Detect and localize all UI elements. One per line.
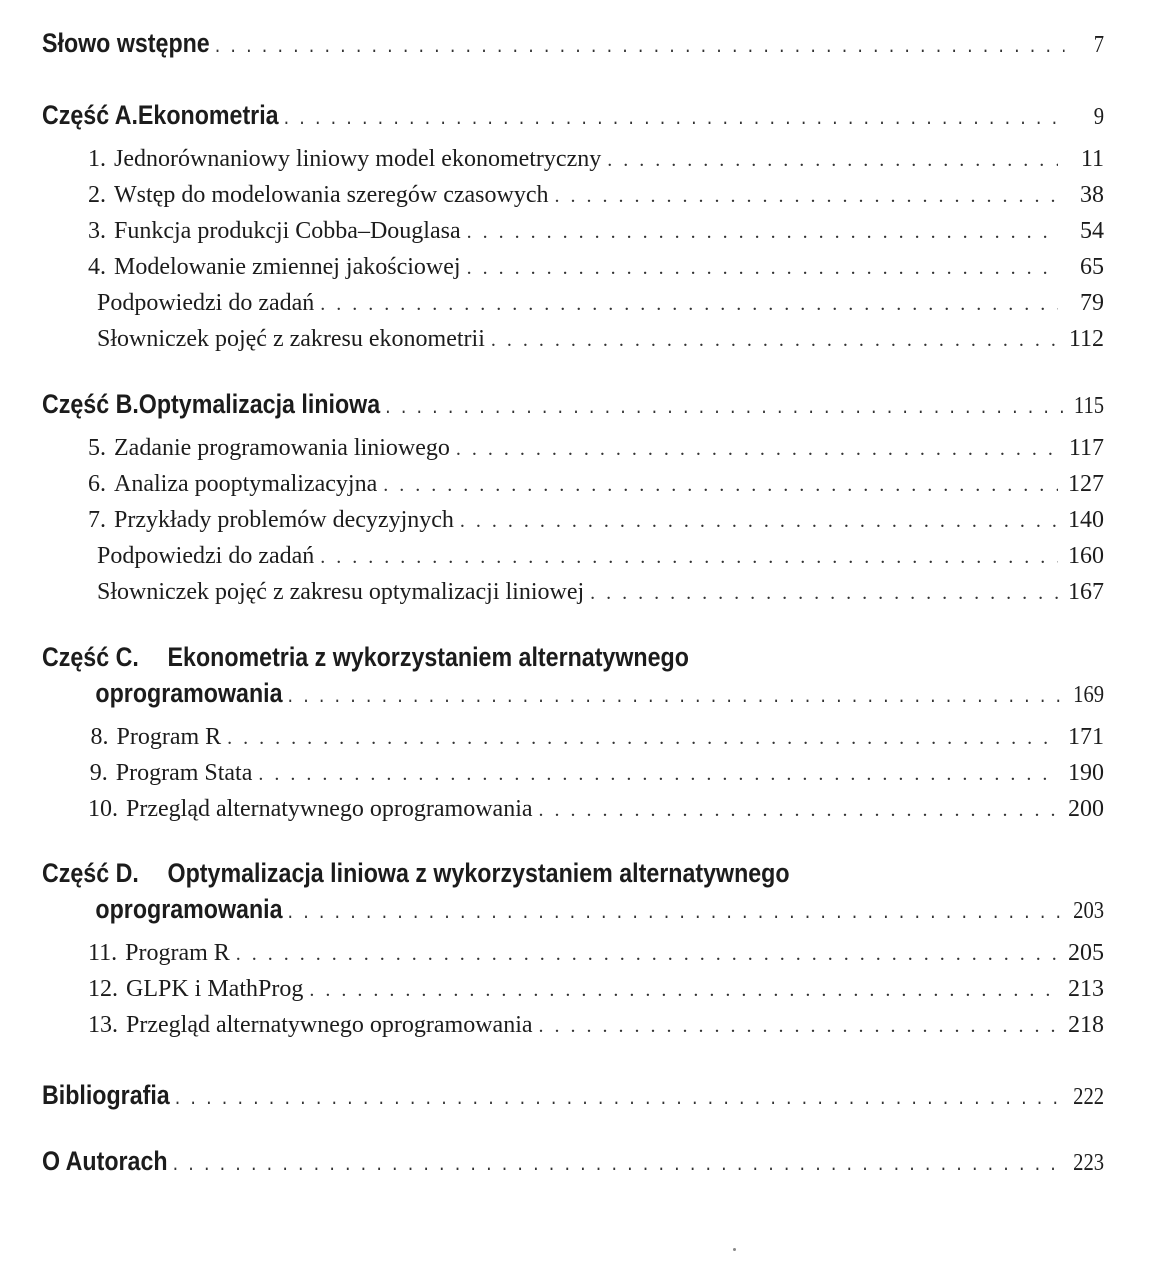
dot-leader — [467, 257, 1058, 280]
chapter-title: Funkcja produkcji Cobba–Douglasa — [114, 218, 461, 244]
entry-title: Słowniczek pojęć z zakresu optymalizacji liniowej — [97, 579, 585, 605]
toc-chapter — [88, 1012, 1104, 1039]
entry-page: 140 — [1068, 507, 1104, 533]
chapter-number: 6. — [88, 471, 106, 497]
chapter-title: Analiza pooptymalizacyjna — [114, 471, 378, 497]
entry-page: 218 — [1068, 1012, 1104, 1038]
dot-leader — [173, 1150, 1065, 1176]
dot-leader — [539, 799, 1058, 822]
toc-part-d-heading — [42, 858, 790, 889]
part-title-line1: Ekonometria z wykorzystaniem alternatywnego — [167, 642, 689, 672]
entry-title: Podpowiedzi do zadań — [97, 290, 315, 316]
chapter-number: 7. — [88, 507, 106, 533]
chapter-title: Program Stata — [115, 760, 253, 786]
entry-page: 117 — [1068, 435, 1104, 461]
entry-page: 205 — [1068, 940, 1104, 966]
toc-part-d — [42, 894, 1104, 925]
entry-page: 127 — [1068, 471, 1104, 497]
dot-leader — [456, 438, 1058, 461]
toc-chapter — [88, 254, 1104, 281]
toc-entry-bibliography — [42, 1080, 1104, 1111]
chapter-number: 2. — [88, 182, 106, 208]
entry-page: 223 — [1073, 1150, 1105, 1176]
entry-page: 115 — [1073, 393, 1105, 419]
entry-title: Bibliografia — [42, 1080, 170, 1110]
chapter-title: Przykłady problemów decyzyjnych — [114, 507, 454, 533]
part-title-line2: oprogramowania — [95, 678, 283, 708]
toc-part-b — [42, 389, 1104, 420]
toc-chapter — [88, 182, 1104, 209]
dot-leader — [258, 763, 1058, 786]
chapter-number: 10. — [88, 796, 118, 822]
entry-title: Słowo wstępne — [42, 28, 210, 58]
dot-leader — [320, 546, 1058, 569]
toc-chapter — [88, 435, 1104, 462]
entry-title: Podpowiedzi do zadań — [97, 543, 315, 569]
chapter-title: Wstęp do modelowania szeregów czasowych — [114, 182, 549, 208]
toc-chapter — [88, 976, 1104, 1003]
entry-page: 79 — [1080, 290, 1104, 316]
chapter-title: GLPK i MathProg — [126, 976, 304, 1002]
chapter-number: 9. — [89, 760, 108, 786]
chapter-number: 11. — [88, 940, 118, 966]
entry-page: 167 — [1068, 579, 1104, 605]
part-label: Część B. — [42, 389, 139, 419]
entry-page: 169 — [1073, 682, 1105, 708]
entry-page: 38 — [1080, 182, 1104, 208]
entry-page: 213 — [1068, 976, 1104, 1002]
part-title: Ekonometria — [137, 100, 279, 130]
entry-page: 203 — [1073, 898, 1105, 924]
chapter-number: 12. — [88, 976, 118, 1002]
toc-chapter — [88, 218, 1104, 245]
toc-chapter — [88, 507, 1104, 534]
dot-leader — [309, 979, 1058, 1002]
chapter-number: 13. — [88, 1012, 118, 1038]
dot-leader — [236, 943, 1058, 966]
part-title-line2: oprogramowania — [95, 894, 283, 924]
toc-glossary — [97, 326, 1104, 353]
entry-page: 190 — [1068, 760, 1104, 786]
chapter-number: 8. — [90, 724, 109, 750]
toc-chapter — [88, 471, 1104, 498]
chapter-title: Przegląd alternatywnego oprogramowania — [126, 1012, 533, 1038]
toc-chapter — [88, 760, 1104, 787]
entry-page: 112 — [1068, 326, 1104, 352]
dot-leader — [491, 329, 1058, 352]
dot-leader — [590, 582, 1058, 605]
dot-leader — [460, 510, 1058, 533]
entry-page: 11 — [1080, 146, 1104, 172]
dot-leader — [555, 185, 1058, 208]
toc-chapter — [88, 940, 1104, 967]
toc-chapter — [88, 796, 1104, 823]
chapter-title: Jednorównaniowy liniowy model ekonometryczny — [114, 146, 602, 172]
dot-leader — [539, 1015, 1058, 1038]
toc-part-a — [42, 100, 1104, 131]
chapter-title: Zadanie programowania liniowego — [114, 435, 450, 461]
dot-leader — [175, 1084, 1065, 1110]
dot-leader — [383, 474, 1058, 497]
part-title-line1: Optymalizacja liniowa z wykorzystaniem alternatywnego — [167, 858, 790, 888]
part-label: Część A. — [42, 100, 138, 130]
entry-page: 160 — [1068, 543, 1104, 569]
toc-part-c-heading — [42, 642, 689, 673]
dot-leader — [288, 682, 1065, 708]
entry-title: Słowniczek pojęć z zakresu ekonometrii — [97, 326, 485, 352]
dot-leader — [288, 898, 1065, 924]
scan-speck — [733, 1248, 736, 1251]
toc-entry-foreword — [42, 28, 1104, 59]
part-title: Optymalizacja liniowa — [138, 389, 381, 419]
chapter-title: Przegląd alternatywnego oprogramowania — [126, 796, 533, 822]
entry-page: 222 — [1073, 1084, 1105, 1110]
chapter-title: Program R — [116, 724, 222, 750]
toc-chapter — [88, 724, 1104, 751]
chapter-title: Program R — [125, 940, 230, 966]
chapter-number: 5. — [88, 435, 106, 461]
dot-leader — [385, 393, 1064, 419]
chapter-number: 1. — [88, 146, 106, 172]
entry-title: O Autorach — [42, 1146, 168, 1176]
dot-leader — [227, 727, 1058, 750]
dot-leader — [284, 104, 1065, 130]
entry-page: 7 — [1093, 32, 1105, 58]
entry-page: 65 — [1080, 254, 1104, 280]
toc-hints — [97, 543, 1104, 570]
entry-page: 171 — [1068, 724, 1104, 750]
part-label: Część C. — [42, 642, 139, 672]
toc-hints — [97, 290, 1104, 317]
dot-leader — [215, 32, 1065, 58]
entry-page: 9 — [1093, 104, 1105, 130]
toc-chapter — [88, 146, 1104, 173]
entry-page: 54 — [1080, 218, 1104, 244]
toc-glossary — [97, 579, 1104, 606]
dot-leader — [320, 293, 1058, 316]
entry-page: 200 — [1068, 796, 1104, 822]
chapter-title: Modelowanie zmiennej jakościowej — [114, 254, 461, 280]
chapter-number: 3. — [88, 218, 106, 244]
toc-part-c — [42, 678, 1104, 709]
chapter-number: 4. — [88, 254, 106, 280]
dot-leader — [607, 149, 1058, 172]
toc-entry-authors — [42, 1146, 1104, 1177]
dot-leader — [467, 221, 1058, 244]
part-label: Część D. — [42, 858, 139, 888]
